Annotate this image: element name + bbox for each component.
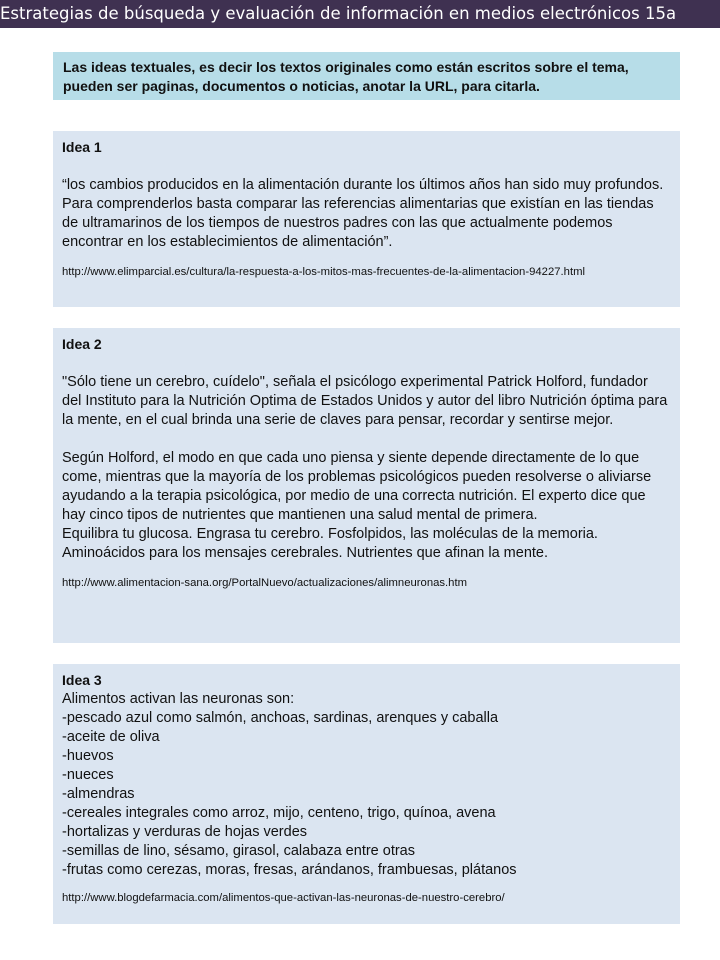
list-item: -hortalizas y verduras de hojas verdes (62, 824, 308, 840)
idea-3-lead: Alimentos activan las neuronas son: (62, 691, 295, 707)
idea-1-quote: “los cambios producidos en la alimentación durante los últimos años han sido muy profundos. Para comprenderlos basta comparar las referencias alimentarias que existían en las tiendas de ultramarinos de los tiempos de nuestros padres con las que actualmente podemos encontrar en los establecimientos de alimentación”. (62, 177, 664, 250)
list-item: -huevos (62, 748, 114, 764)
intro-text: Las ideas textuales, es decir los textos originales como están escritos sobre el tema, pueden ser paginas, documentos o noticias, anotar la URL, para citarla. (63, 59, 629, 94)
idea-3-url[interactable]: http://www.blogdefarmacia.com/alimentos-que-activan-las-neuronas-de-nuestro-cerebro/ (62, 892, 505, 904)
idea-2-box (53, 328, 680, 643)
idea-1-url[interactable]: http://www.elimparcial.es/cultura/la-respuesta-a-los-mitos-mas-frecuentes-de-la-alimentacion-94227.html (62, 266, 585, 278)
list-item: -cereales integrales como arroz, mijo, centeno, trigo, quínoa, avena (62, 805, 496, 821)
list-item: -almendras (62, 786, 135, 802)
list-item: -aceite de oliva (62, 729, 160, 745)
idea-3-title: Idea 3 (62, 672, 102, 688)
intro-box (53, 52, 680, 100)
list-item: -nueces (62, 767, 114, 783)
idea-1-box (53, 131, 680, 307)
list-item: -semillas de lino, sésamo, girasol, calabaza entre otras (62, 843, 415, 859)
list-item: -pescado azul como salmón, anchoas, sardinas, arenques y caballa (62, 710, 499, 726)
idea-3-box (53, 664, 680, 924)
idea-2-title: Idea 2 (62, 336, 102, 352)
idea-3-food-list (62, 690, 671, 880)
idea-2-paragraph-2: Según Holford, el modo en que cada uno piensa y siente depende directamente de lo que come, mientras que la mayoría de los problemas psicológicos pueden resolverse o aliviarse ayudando a la terapia psicológica, por medio de una correcta nutrición. El experto dice que hay cinco tipos de nutrientes que mantienen una salud mental de primera. (62, 450, 652, 523)
slide-title: Estrategias de búsqueda y evaluación de información en medios electrónicos 15a (0, 0, 720, 28)
idea-2-url[interactable]: http://www.alimentacion-sana.org/PortalNuevo/actualizaciones/alimneuronas.htm (62, 577, 468, 589)
list-item: -frutas como cerezas, moras, fresas, arándanos, frambuesas, plátanos (62, 862, 517, 878)
idea-2-paragraph-3: Equilibra tu glucosa. Engrasa tu cerebro. Fosfolpidos, las moléculas de la memoria. Aminoácidos para los mensajes cerebrales. Nutrientes que afinan la mente. (62, 526, 598, 561)
idea-2-paragraph-1: "Sólo tiene un cerebro, cuídelo", señala el psicólogo experimental Patrick Holford, fundador del Instituto para la Nutrición Optima de Estados Unidos y autor del libro Nutrición óptima para la mente, en el cual brinda una serie de claves para pensar, recordar y sentirse mejor. (62, 374, 668, 428)
idea-1-title: Idea 1 (62, 139, 102, 155)
